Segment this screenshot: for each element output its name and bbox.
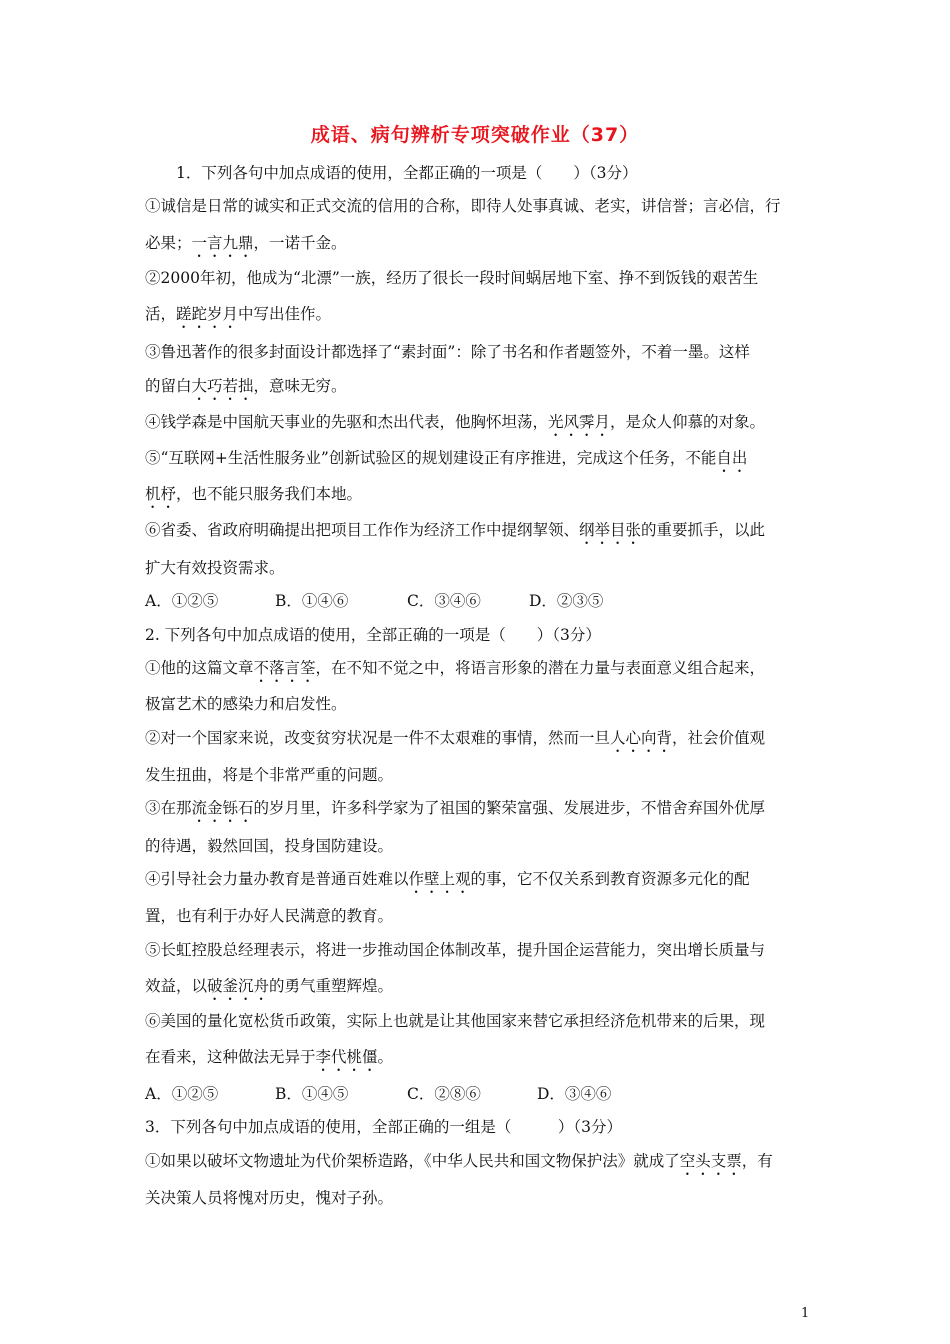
- q2-sentence-2-cont: 发生扭曲，将是个非常严重的问题。: [145, 766, 394, 784]
- dotted-idiom: 流金铄石: [191, 799, 254, 817]
- q2-sentence-5-cont: 效益，以破釜沉舟的勇气重塑辉煌。: [145, 977, 394, 995]
- q1-options: [145, 591, 815, 611]
- q2-sentence-5: ⑤长虹控股总经理表示，将进一步推动国企体制改革，提升国企运营能力，突出增长质量与: [145, 941, 766, 959]
- dotted-idiom: 李代桃僵: [315, 1048, 378, 1066]
- dotted-idiom: 自出: [716, 449, 748, 467]
- q2-sentence-3: ③在那流金铄石的岁月里，许多科学家为了祖国的繁荣富强、发展进步，不惜舍弃国外优厚: [145, 799, 766, 817]
- option-b[interactable]: B．①④⑥: [275, 592, 349, 610]
- q2-sentence-1-cont: 极富艺术的感染力和启发性。: [145, 695, 347, 713]
- page-number: 1: [801, 1306, 810, 1321]
- q2-options: [145, 1084, 815, 1104]
- dotted-idiom: 空头支票: [679, 1152, 742, 1170]
- q1-sentence-4: ④钱学森是中国航天事业的先驱和杰出代表，他胸怀坦荡，光风霁月，是众人仰慕的对象。: [145, 413, 766, 431]
- question-1-stem: 1．下列各句中加点成语的使用，全都正确的一项是（ ）（3分）: [176, 164, 638, 182]
- option-a[interactable]: A．①②⑤: [145, 1085, 219, 1103]
- dotted-idiom: 不落言筌: [253, 659, 316, 677]
- option-a[interactable]: A．①②⑤: [145, 592, 219, 610]
- q1-sentence-6: ⑥省委、省政府明确提出把项目工作作为经济工作中提纲挈领、纲举目张的重要抓手，以此: [145, 521, 766, 539]
- q2-sentence-4-cont: 置，也有利于办好人民满意的教育。: [145, 907, 394, 925]
- q2-sentence-3-cont: 的待遇，毅然回国，投身国防建设。: [145, 837, 394, 855]
- dotted-idiom: 机杼: [145, 485, 177, 503]
- q1-sentence-2: ②2000年初，他成为“北漂”一族，经历了很长一段时间蜗居地下室、挣不到饭钱的艰苦生: [145, 269, 759, 287]
- option-d[interactable]: D．③④⑥: [537, 1085, 612, 1103]
- q2-sentence-6: ⑥美国的量化宽松货币政策，实际上也就是让其他国家来替它承担经济危机带来的后果，现: [145, 1012, 766, 1030]
- q3-sentence-1: ①如果以破坏文物遗址为代价架桥造路，《中华人民共和国文物保护法》就成了空头支票，有: [145, 1152, 773, 1170]
- dotted-idiom: 一言九鼎: [191, 234, 254, 252]
- q1-sentence-1: ①诚信是日常的诚实和正式交流的信用的合称，即待人处事真诚、老实，讲信誉；言必信，行: [145, 197, 781, 215]
- option-d[interactable]: D．②③⑤: [529, 592, 604, 610]
- option-c[interactable]: C．②⑧⑥: [407, 1085, 481, 1103]
- question-2-stem: 2. 下列各句中加点成语的使用，全部正确的一项是（ ）（3分）: [145, 626, 601, 644]
- q1-sentence-2-cont: 活，蹉跎岁月中写出佳作。: [145, 305, 332, 323]
- option-b[interactable]: B．①④⑤: [275, 1085, 349, 1103]
- option-c[interactable]: C．③④⑥: [407, 592, 481, 610]
- q1-sentence-1-cont: 必果；一言九鼎，一诺千金。: [145, 234, 347, 252]
- page-title: 成语、病句辨析专项突破作业（37）: [310, 124, 640, 146]
- dotted-idiom: 破釜沉舟: [207, 977, 270, 995]
- q2-sentence-1: ①他的这篇文章不落言筌，在不知不觉之中，将语言形象的潜在力量与表面意义组合起来，: [145, 659, 766, 677]
- question-3-stem: 3．下列各句中加点成语的使用，全部正确的一组是（ ）（3分）: [145, 1118, 622, 1136]
- dotted-idiom: 光风霁月: [548, 413, 611, 431]
- q2-sentence-4: ④引导社会力量办教育是普通百姓难以作壁上观的事，它不仅关系到教育资源多元化的配: [145, 870, 750, 888]
- q2-sentence-2: ②对一个国家来说，改变贫穷状况是一件不太艰难的事情，然而一旦人心向背，社会价值观: [145, 729, 766, 747]
- q1-sentence-3-cont: 的留白大巧若拙，意味无穷。: [145, 377, 347, 395]
- dotted-idiom: 蹉跎岁月: [176, 305, 239, 323]
- dotted-idiom: 作壁上观: [408, 870, 471, 888]
- dotted-idiom: 人心向背: [610, 729, 673, 747]
- q1-sentence-3: ③鲁迅著作的很多封面设计都选择了“素封面”：除了书名和作者题签外，不着一墨。这样: [145, 343, 750, 361]
- q1-sentence-6-cont: 扩大有效投资需求。: [145, 559, 285, 577]
- dotted-idiom: 大巧若拙: [191, 377, 254, 395]
- q1-sentence-5: ⑤“互联网+生活性服务业”创新试验区的规划建设正有序推进，完成这个任务，不能自出: [145, 449, 748, 467]
- q2-sentence-6-cont: 在看来，这种做法无异于李代桃僵。: [145, 1048, 394, 1066]
- q1-sentence-5-cont: 机杼，也不能只服务我们本地。: [145, 485, 363, 503]
- q3-sentence-1-cont: 关决策人员将愧对历史，愧对子孙。: [145, 1189, 394, 1207]
- dotted-idiom: 纲举目张: [579, 521, 642, 539]
